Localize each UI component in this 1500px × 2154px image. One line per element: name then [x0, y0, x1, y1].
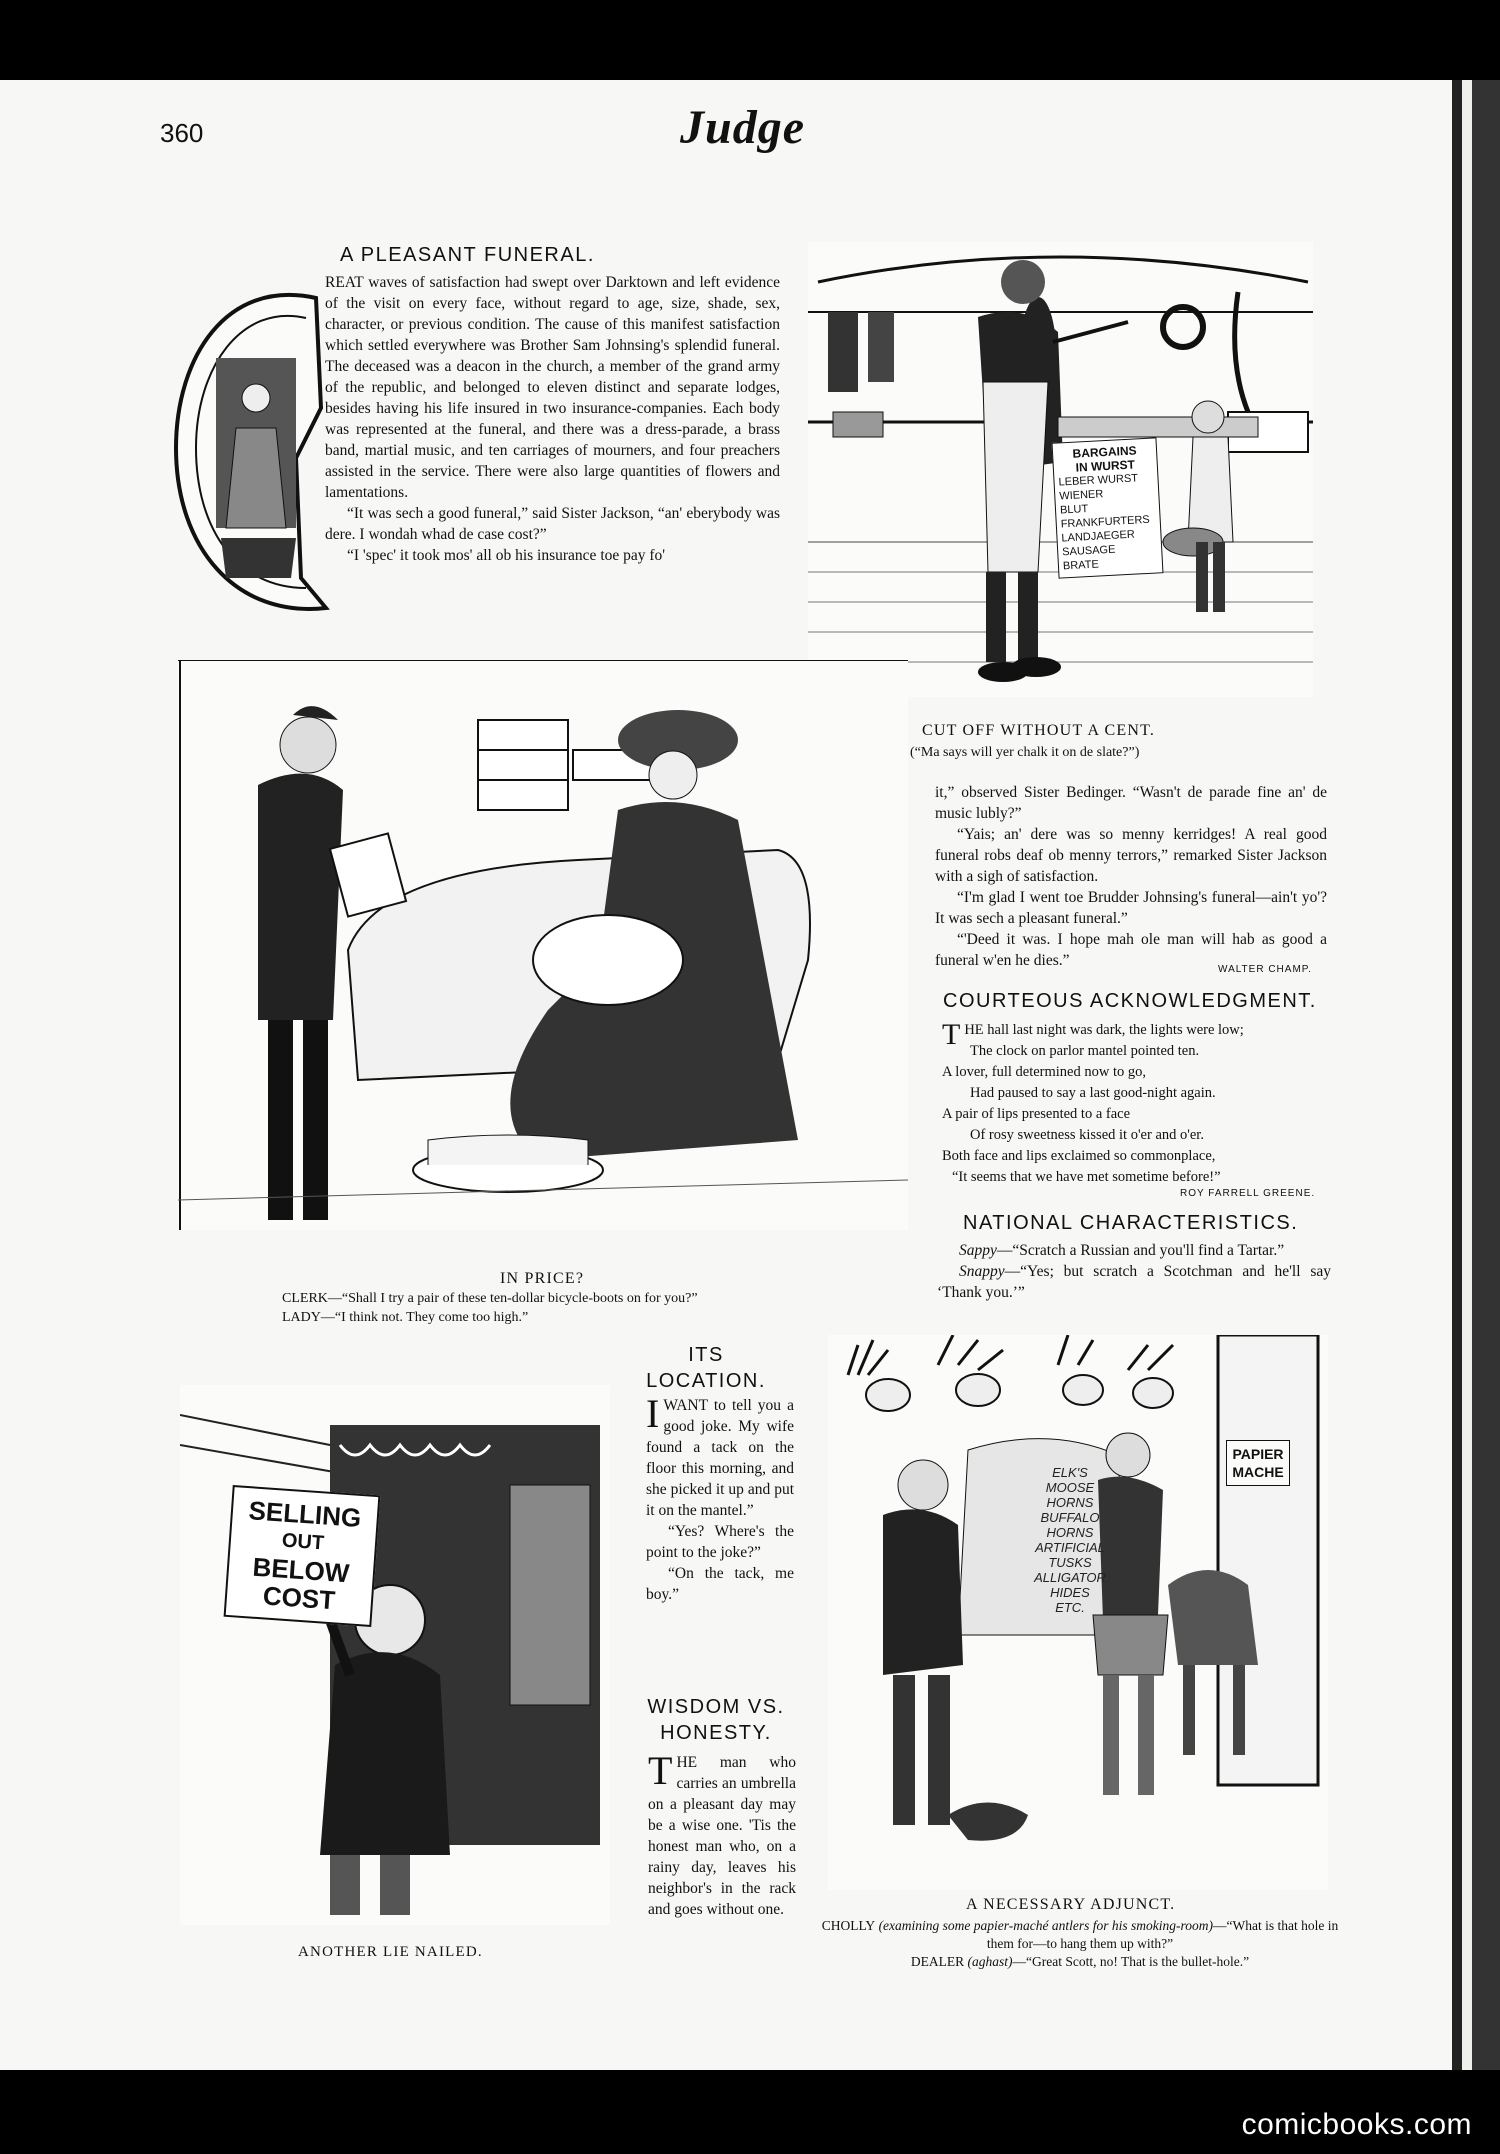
national-title: NATIONAL CHARACTERISTICS.: [963, 1212, 1299, 1234]
bargains-sign-title: BARGAINS: [1072, 443, 1137, 461]
funeral-paragraph-2: “It was sech a good funeral,” said Sister Jackson, “an' eberybody was dere. I wondah whad de case cost?”: [325, 505, 780, 543]
hall-sign-line: ARTIFICIAL: [1035, 1540, 1105, 1555]
courteous-verse: [942, 1020, 1332, 1188]
verse-line: HE hall last night was dark, the lights were low;: [964, 1022, 1244, 1038]
hall-sign-line: ETC.: [1055, 1600, 1085, 1615]
hall-sign-line: HORNS: [1046, 1525, 1094, 1540]
courteous-dropcap: T: [942, 1018, 961, 1051]
bargains-item: LEBER WURST: [1058, 472, 1139, 489]
pleasant-funeral-body-part1: [325, 272, 780, 566]
location-paragraph: WANT to tell you a good joke. My wife found a tack on the floor this morning, and she picked it up and put it on the mantel.”: [646, 1397, 794, 1519]
hall-sign-line: ALLIGATOR: [1034, 1570, 1106, 1585]
hall-antler-sign: [1015, 1465, 1125, 1615]
location-paragraph: “On the tack, me boy.”: [646, 1565, 794, 1603]
location-title: ITS LOCATION.: [646, 1344, 766, 1392]
location-paragraph: “Yes? Where's the point to the joke?”: [646, 1523, 794, 1561]
selling-out-sign: [224, 1485, 381, 1627]
in-price-caption-line1: CLERK—“Shall I try a pair of these ten-dollar bicycle-boots on for you?”: [282, 1291, 698, 1306]
in-price-caption-title: IN PRICE?: [500, 1270, 585, 1287]
location-body: [646, 1391, 794, 1605]
pleasant-funeral-title: A PLEASANT FUNERAL.: [340, 244, 595, 266]
bargains-item: BLUT: [1059, 503, 1089, 517]
verse-line: A lover, full determined now to go,: [942, 1064, 1146, 1080]
pleasant-funeral-body-part2: [935, 782, 1327, 971]
bargains-sign-subtitle: IN WURST: [1075, 457, 1136, 475]
adjunct-direction2: (aghast): [967, 1954, 1013, 1969]
masthead-title: Judge: [680, 101, 805, 154]
verse-line: A pair of lips presented to a face: [942, 1106, 1131, 1122]
courteous-title: COURTEOUS ACKNOWLEDGMENT.: [943, 990, 1317, 1012]
verse-line: Both face and lips exclaimed so commonplace,: [942, 1148, 1216, 1164]
shop-sign-line: PAPIER: [1232, 1446, 1284, 1462]
wisdom-body: [648, 1748, 796, 1920]
dropcap-g-illustration: [166, 278, 336, 623]
adjunct-caption-dialogue: [820, 1917, 1340, 1971]
shop-sign-line: MACHE: [1232, 1464, 1284, 1480]
wisdom-title: WISDOM VS. HONESTY.: [647, 1696, 785, 1744]
wisdom-text: HE man who carries an umbrella on a pleasant day may be a wise one. 'Tis the honest man who, on a rainy day, leaves his neighbor's in the rack and goes without one.: [648, 1754, 796, 1918]
in-price-caption-line2: LADY—“I think not. They come too high.”: [282, 1310, 529, 1325]
hall-sign-line: TUSKS: [1048, 1555, 1092, 1570]
adjunct-line1: —“What is that hole in them for—to hang them up with?”: [986, 1918, 1339, 1951]
page-number: 360: [160, 118, 204, 148]
another-lie-illustration: [180, 1385, 610, 1925]
location-dropcap: I: [646, 1391, 660, 1436]
national-line1: —“Scratch a Russian and you'll find a Tartar.”: [996, 1242, 1285, 1259]
sign-line: COST: [261, 1580, 337, 1616]
sign-line: OUT: [281, 1529, 325, 1555]
adjunct-direction1: (examining some papier-maché antlers for his smoking-room): [878, 1918, 1213, 1933]
hall-sign-line: BUFFALO: [1040, 1510, 1100, 1525]
hall-sign-line: HORNS: [1046, 1495, 1094, 1510]
bargains-sign: [1052, 437, 1164, 578]
hall-sign-line: MOOSE: [1045, 1480, 1095, 1495]
funeral-paragraph-5: “Yais; an' dere was so menny kerridges! A real good funeral robs deaf ob menny terrors,” remarked Sister Jackson with a sigh of satisfaction.: [935, 826, 1327, 885]
cut-off-caption-title: CUT OFF WITHOUT A CENT.: [922, 722, 1156, 739]
verse-line: Of rosy sweetness kissed it o'er and o'er.: [970, 1127, 1204, 1143]
verse-line: The clock on parlor mantel pointed ten.: [970, 1043, 1200, 1059]
funeral-paragraph-3: “I 'spec' it took mos' all ob his insurance toe pay fo': [347, 547, 666, 564]
papier-mache-shop-sign: [1226, 1440, 1290, 1486]
courteous-signature: ROY FARRELL GREENE.: [1180, 1188, 1316, 1199]
bargains-item: WIENER: [1059, 488, 1104, 503]
cut-off-caption-subtitle: (“Ma says will yer chalk it on de slate?”): [910, 745, 1140, 760]
sign-line: BELOW: [251, 1551, 351, 1589]
national-speaker1: Sappy: [959, 1242, 997, 1259]
bargains-item: FRANKFURTERS: [1060, 513, 1151, 531]
funeral-paragraph-1: REAT waves of satisfaction had swept over Darktown and left evidence of the visit on every face, without regard to age, size, shade, sex, character, or previous condition. The cause of this manifest satisfaction which settled everywhere was Brother Sam Johnsing's splendid funeral. The deceased was a deacon in the church, a member of the grand army of the republic, and belonged to eleven distinct and separate lodges, besides having his life insured in two insurance-companies. Each body was represented at the funeral, and there was a dress-parade, a brass band, martial music, and ten carriages of mourners, and four preachers assisted in the service. There were also large quantities of flowers and lamentations.: [325, 274, 780, 501]
sign-line: SELLING: [247, 1495, 363, 1533]
adjunct-speaker1: CHOLLY: [821, 1918, 876, 1933]
hall-sign-line: ELK'S: [1052, 1465, 1088, 1480]
bargains-item: LANDJAEGER: [1061, 528, 1136, 545]
hall-sign-line: HIDES: [1050, 1585, 1090, 1600]
bargains-item: BRATE: [1062, 558, 1100, 573]
adjunct-speaker2: DEALER: [910, 1954, 965, 1969]
bargains-item: SAUSAGE: [1061, 543, 1116, 559]
verse-line: Had paused to say a last good-night again.: [970, 1085, 1216, 1101]
funeral-paragraph-4: it,” observed Sister Bedinger. “Wasn't de parade fine an' de music lubly?”: [935, 784, 1327, 822]
funeral-paragraph-6: “I'm glad I went toe Brudder Johnsing's funeral—ain't yo'? It was sech a pleasant funeral.”: [935, 889, 1327, 927]
funeral-paragraph-7: “'Deed it was. I hope mah ole man will hab as good a funeral w'en he dies.”: [935, 931, 1327, 969]
national-speaker2: Snappy: [959, 1263, 1005, 1280]
national-body: [937, 1240, 1331, 1303]
wisdom-dropcap: T: [648, 1748, 673, 1793]
watermark-text: comicbooks.com: [1241, 2108, 1472, 2141]
another-lie-caption: ANOTHER LIE NAILED.: [298, 1944, 483, 1960]
national-line2: —“Yes; but scratch a Scotchman and he'll say ‘Thank you.’”: [937, 1263, 1331, 1301]
page-edge: [1452, 80, 1500, 2070]
adjunct-caption-title: A NECESSARY ADJUNCT.: [966, 1896, 1176, 1913]
adjunct-line2: —“Great Scott, no! That is the bullet-hole.”: [1012, 1954, 1250, 1969]
shoe-store-illustration: [178, 660, 908, 1230]
verse-line: “It seems that we have met sometime before!”: [952, 1169, 1221, 1185]
funeral-signature: WALTER CHAMP.: [1218, 964, 1312, 975]
